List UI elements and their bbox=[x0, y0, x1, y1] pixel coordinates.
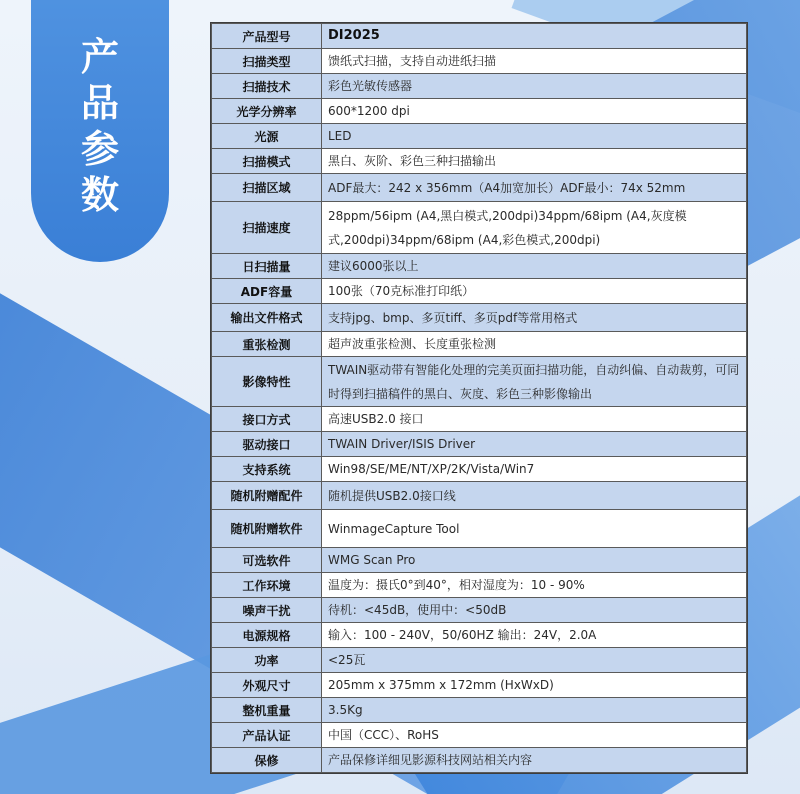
title-char: 产 bbox=[80, 35, 119, 79]
row-label: 噪声干扰 bbox=[212, 598, 322, 623]
row-label: 可选软件 bbox=[212, 548, 322, 573]
row-value: 205mm x 375mm x 172mm (HxWxD) bbox=[322, 673, 747, 698]
row-value: 高速USB2.0 接口 bbox=[322, 407, 747, 432]
table-row bbox=[212, 49, 747, 74]
table-row bbox=[212, 332, 747, 357]
table-row bbox=[212, 99, 747, 124]
table-row bbox=[212, 279, 747, 304]
row-label: 功率 bbox=[212, 648, 322, 673]
row-label: 电源规格 bbox=[212, 623, 322, 648]
row-label: 随机附赠配件 bbox=[212, 482, 322, 510]
table-row bbox=[212, 623, 747, 648]
table-row bbox=[212, 673, 747, 698]
row-value: 黑白、灰阶、彩色三种扫描输出 bbox=[322, 149, 747, 174]
title-badge bbox=[31, 0, 169, 262]
table-row bbox=[212, 304, 747, 332]
table-row bbox=[212, 457, 747, 482]
spec-table bbox=[211, 23, 747, 773]
table-row bbox=[212, 748, 747, 773]
row-value: 彩色光敏传感器 bbox=[322, 74, 747, 99]
row-value: <25瓦 bbox=[322, 648, 747, 673]
row-label: 扫描速度 bbox=[212, 202, 322, 254]
row-value: 随机提供USB2.0接口线 bbox=[322, 482, 747, 510]
title-char: 参 bbox=[80, 127, 119, 171]
row-value: DI2025 bbox=[322, 24, 747, 49]
table-row bbox=[212, 149, 747, 174]
row-value: 产品保修详细见影源科技网站相关内容 bbox=[322, 748, 747, 773]
row-label: 扫描模式 bbox=[212, 149, 322, 174]
table-row bbox=[212, 24, 747, 49]
row-label: 影像特性 bbox=[212, 357, 322, 407]
table-row bbox=[212, 254, 747, 279]
table-row bbox=[212, 573, 747, 598]
row-label: 保修 bbox=[212, 748, 322, 773]
row-value: TWAIN Driver/ISIS Driver bbox=[322, 432, 747, 457]
table-row bbox=[212, 124, 747, 149]
table-row bbox=[212, 598, 747, 623]
row-label: 重张检测 bbox=[212, 332, 322, 357]
table-row bbox=[212, 174, 747, 202]
row-label: 外观尺寸 bbox=[212, 673, 322, 698]
row-value: 3.5Kg bbox=[322, 698, 747, 723]
row-value: 建议6000张以上 bbox=[322, 254, 747, 279]
table-row bbox=[212, 432, 747, 457]
table-row bbox=[212, 698, 747, 723]
table-row bbox=[212, 74, 747, 99]
table-row bbox=[212, 357, 747, 407]
row-label: 整机重量 bbox=[212, 698, 322, 723]
row-value: 28ppm/56ipm (A4,黑白模式,200dpi)34ppm/68ipm (A4,灰度模式,200dpi)34ppm/68ipm (A4,彩色模式,200dpi) bbox=[322, 202, 747, 254]
row-value: 温度为：摄氏0°到40°，相对湿度为：10 - 90% bbox=[322, 573, 747, 598]
row-label: 日扫描量 bbox=[212, 254, 322, 279]
table-row bbox=[212, 510, 747, 548]
table-row bbox=[212, 548, 747, 573]
table-row bbox=[212, 482, 747, 510]
row-label: 驱动接口 bbox=[212, 432, 322, 457]
row-label: 光源 bbox=[212, 124, 322, 149]
table-row bbox=[212, 407, 747, 432]
row-label: 工作环境 bbox=[212, 573, 322, 598]
row-value: 100张（70克标准打印纸） bbox=[322, 279, 747, 304]
row-value: 待机：<45dB，使用中：<50dB bbox=[322, 598, 747, 623]
row-label: 接口方式 bbox=[212, 407, 322, 432]
row-label: 扫描技术 bbox=[212, 74, 322, 99]
row-value: 超声波重张检测、长度重张检测 bbox=[322, 332, 747, 357]
row-value: 输入：100 - 240V，50/60HZ 输出：24V，2.0A bbox=[322, 623, 747, 648]
title-char: 数 bbox=[80, 173, 119, 217]
table-row bbox=[212, 648, 747, 673]
row-label: 扫描类型 bbox=[212, 49, 322, 74]
row-label: 扫描区域 bbox=[212, 174, 322, 202]
row-value: TWAIN驱动带有智能化处理的完美页面扫描功能，自动纠偏、自动裁剪，可同时得到扫描稿件的黑白、灰度、彩色三种影像输出 bbox=[322, 357, 747, 407]
table-row bbox=[212, 723, 747, 748]
row-value: LED bbox=[322, 124, 747, 149]
row-label: 产品认证 bbox=[212, 723, 322, 748]
row-label: 输出文件格式 bbox=[212, 304, 322, 332]
row-value: 600*1200 dpi bbox=[322, 99, 747, 124]
row-value: WMG Scan Pro bbox=[322, 548, 747, 573]
row-value: Win98/SE/ME/NT/XP/2K/Vista/Win7 bbox=[322, 457, 747, 482]
row-value: ADF最大：242 x 356mm（A4加宽加长）ADF最小：74x 52mm bbox=[322, 174, 747, 202]
row-label: ADF容量 bbox=[212, 279, 322, 304]
spec-sheet bbox=[210, 22, 748, 774]
row-value: WinmageCapture Tool bbox=[322, 510, 747, 548]
table-row bbox=[212, 202, 747, 254]
row-label: 产品型号 bbox=[212, 24, 322, 49]
row-label: 支持系统 bbox=[212, 457, 322, 482]
row-value: 支持jpg、bmp、多页tiff、多页pdf等常用格式 bbox=[322, 304, 747, 332]
row-value: 中国（CCC）、RoHS bbox=[322, 723, 747, 748]
row-label: 随机附赠软件 bbox=[212, 510, 322, 548]
row-label: 光学分辨率 bbox=[212, 99, 322, 124]
title-char: 品 bbox=[80, 81, 119, 125]
row-value: 馈纸式扫描，支持自动进纸扫描 bbox=[322, 49, 747, 74]
